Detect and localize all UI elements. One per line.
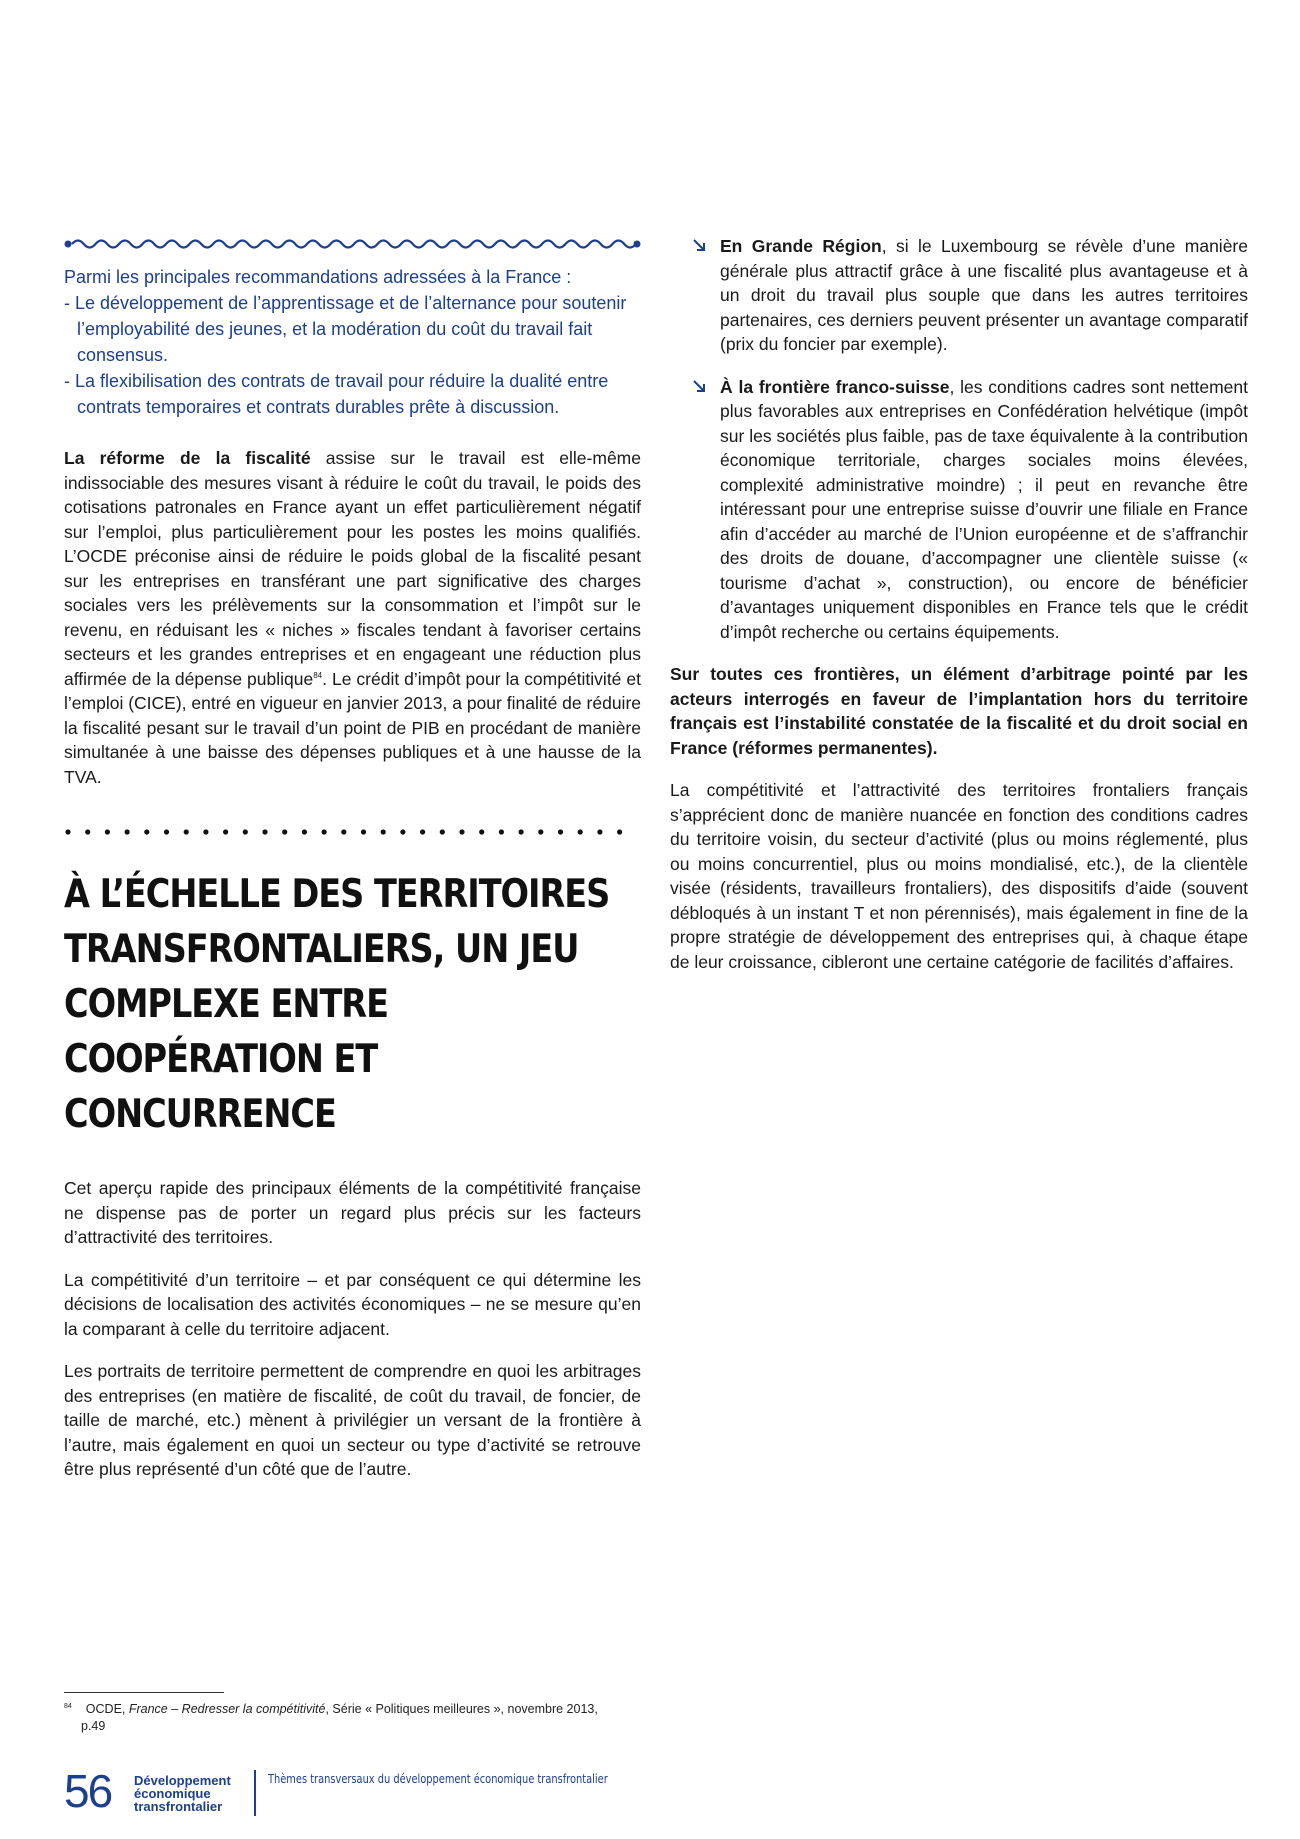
franco-suisse-text xyxy=(720,375,1248,645)
franco-suisse-body: , les conditions cadres sont nettement plus favorables aux entreprises en Confédération helvétique (impôt sur les sociétés plus faible, pas de taxe équivalente à la contribution économique territoriale, charges sociales moins élevées, complexité administrative moindre) ; il peut en revanche être intéressant pour une entreprise suisse d’ouvrir une filiale en France afin d’accéder au marché de l’Union européenne et de s’affranchir des droits de douane, d’accompagner une clientèle suisse (« tourisme d’achat », construction), ou encore de bénéficier d’avantages uniquement disponibles en France tels que le crédit d’impôt recherche ou certains équipements. xyxy=(720,376,1248,642)
dotted-divider-icon xyxy=(64,827,624,837)
grande-region-lead: En Grande Région xyxy=(720,236,882,256)
footnote-84 xyxy=(64,1701,634,1735)
grande-region-body: , si le Luxembourg se révèle d’une manière générale plus attractif grâce à une fiscalité plus avantageuse et à un droit du travail plus souple que dans les autres territoires partenaires, ces derniers peuvent présenter un avantage comparatif (prix du foncier par exemple). xyxy=(720,236,1248,354)
footnote-number: 84 xyxy=(64,1702,72,1710)
arrow-down-right-icon xyxy=(692,379,706,393)
footnote-text-a: OCDE, xyxy=(85,1702,129,1716)
brand-line-1: Développement xyxy=(134,1773,231,1788)
arrow-down-right-icon xyxy=(692,238,706,252)
footer-divider xyxy=(254,1770,256,1816)
paragraph-attractivite: La compétitivité et l’attractivité des territoires frontaliers français s’apprécient donc de manière nuancée en fonction des conditions cadres du territoire voisin, du secteur d’activité (plus ou moins réglementé, plus ou moins concurrentiel, plus ou moins mondialisé, etc.), de la clientèle visée (résidents, travailleurs frontaliers), des dispositifs d’aide (souvent débloqués à un instant T et non pérennisés), mais également in fine de la propre stratégie de développement des entreprises qui, à chaque étape de leur croissance, cibleront une certaine catégorie de facilités d’affaires. xyxy=(670,780,1248,972)
callout-intro: Parmi les principales recommandations adressées à la France : xyxy=(64,267,572,287)
callout-item-1: - Le développement de l’apprentissage et de l’alternance pour soutenir l’employabilité des jeunes, et la modération du coût du travail fait consensus. xyxy=(64,293,627,365)
footnote-ref-84[interactable]: 84 xyxy=(313,670,323,680)
fiscal-reform-text-b: . Le crédit d’impôt pour la compétitivité et l’emploi (CICE), entré en vigueur en janvier 2013, a pour finalité de réduire la fiscalité pesant sur le travail d’un point de PIB en procédant de manière simultanée à une baisse des dépenses publiques et à une hausse de la TVA. xyxy=(64,668,641,787)
recommendations-callout xyxy=(64,264,641,420)
list-item-grande-region xyxy=(670,234,1248,357)
footnote-text-c: p.49 xyxy=(81,1719,106,1733)
paragraph-apercu: Cet aperçu rapide des principaux éléments de la compétitivité française ne dispense pas de porter un regard plus précis sur les facteurs d’attractivité des territoires. xyxy=(64,1178,641,1247)
callout-item-2: - La flexibilisation des contrats de travail pour réduire la dualité entre contrats temporaires et contrats durables prête à discussion. xyxy=(64,371,609,417)
footnote-title: France – Redresser la compétitivité xyxy=(128,1702,326,1716)
brand-line-3: transfrontalier xyxy=(134,1799,223,1814)
section-title: À L’ÉCHELLE DES TERRITOIRES TRANSFRONTALIERS, UN JEU COMPLEXE ENTRE COOPÉRATION ET CONCURRENCE xyxy=(64,872,610,1137)
fiscal-reform-lead: La réforme de la fiscalité xyxy=(64,448,311,468)
fiscal-reform-text-a: assise sur le travail est elle-même indissociable des mesures visant à réduire le coût du travail, le poids des cotisations patronales en France ayant un effet particulièrement négatif sur l’emploi, plus particulièrement pour les postes les moins qualifiés. L’OCDE préconise ainsi de réduire le poids global de la fiscalité pesant sur les entreprises en transférant une part significative des charges sociales vers les prélèvements sur la consommation et l’impôt sur le revenu, en réduisant les « niches » fiscales tendant à favoriser certains secteurs et les grandes entreprises et en engageant une réduction plus affirmée de la dépense publique xyxy=(64,448,641,689)
wave-divider-icon xyxy=(64,236,641,252)
franco-suisse-lead: À la frontière franco-suisse xyxy=(720,376,950,397)
running-title: Thèmes transversaux du développement économique transfrontalier xyxy=(268,1772,608,1786)
paragraph-instabilite: Sur toutes ces frontières, un élément d’arbitrage pointé par les acteurs interrogés en faveur de l’implantation hors du territoire français est l’instabilité constatée de la fiscalité et du droit social en France (réformes permanentes). xyxy=(670,664,1248,758)
brand-line-2: économique xyxy=(134,1786,211,1801)
brand-logo xyxy=(134,1774,254,1813)
left-column xyxy=(64,236,641,1500)
right-column xyxy=(670,234,1248,992)
list-item-franco-suisse xyxy=(670,375,1248,645)
paragraph-competitivite: La compétitivité d’un territoire – et par conséquent ce qui détermine les décisions de localisation des activités économiques – ne se mesure qu’en la comparant à celle du territoire adjacent. xyxy=(64,1269,641,1339)
paragraph-fiscal-reform xyxy=(64,446,641,789)
paragraph-portraits: Les portraits de territoire permettent de comprendre en quoi les arbitrages des entreprises (en matière de fiscalité, de coût du travail, de foncier, de taille de marché, etc.) mènent à privilégier un versant de la frontière à l’autre, mais également en quoi un secteur ou type d’activité se retrouve être plus représenté d’un côté que de l’autre. xyxy=(64,1361,641,1479)
footnote-text-b: , Série « Politiques meilleures », novembre 2013, xyxy=(325,1702,598,1716)
footnote-rule xyxy=(64,1692,224,1693)
page-number: 56 xyxy=(64,1765,112,1817)
grande-region-text xyxy=(720,234,1248,357)
